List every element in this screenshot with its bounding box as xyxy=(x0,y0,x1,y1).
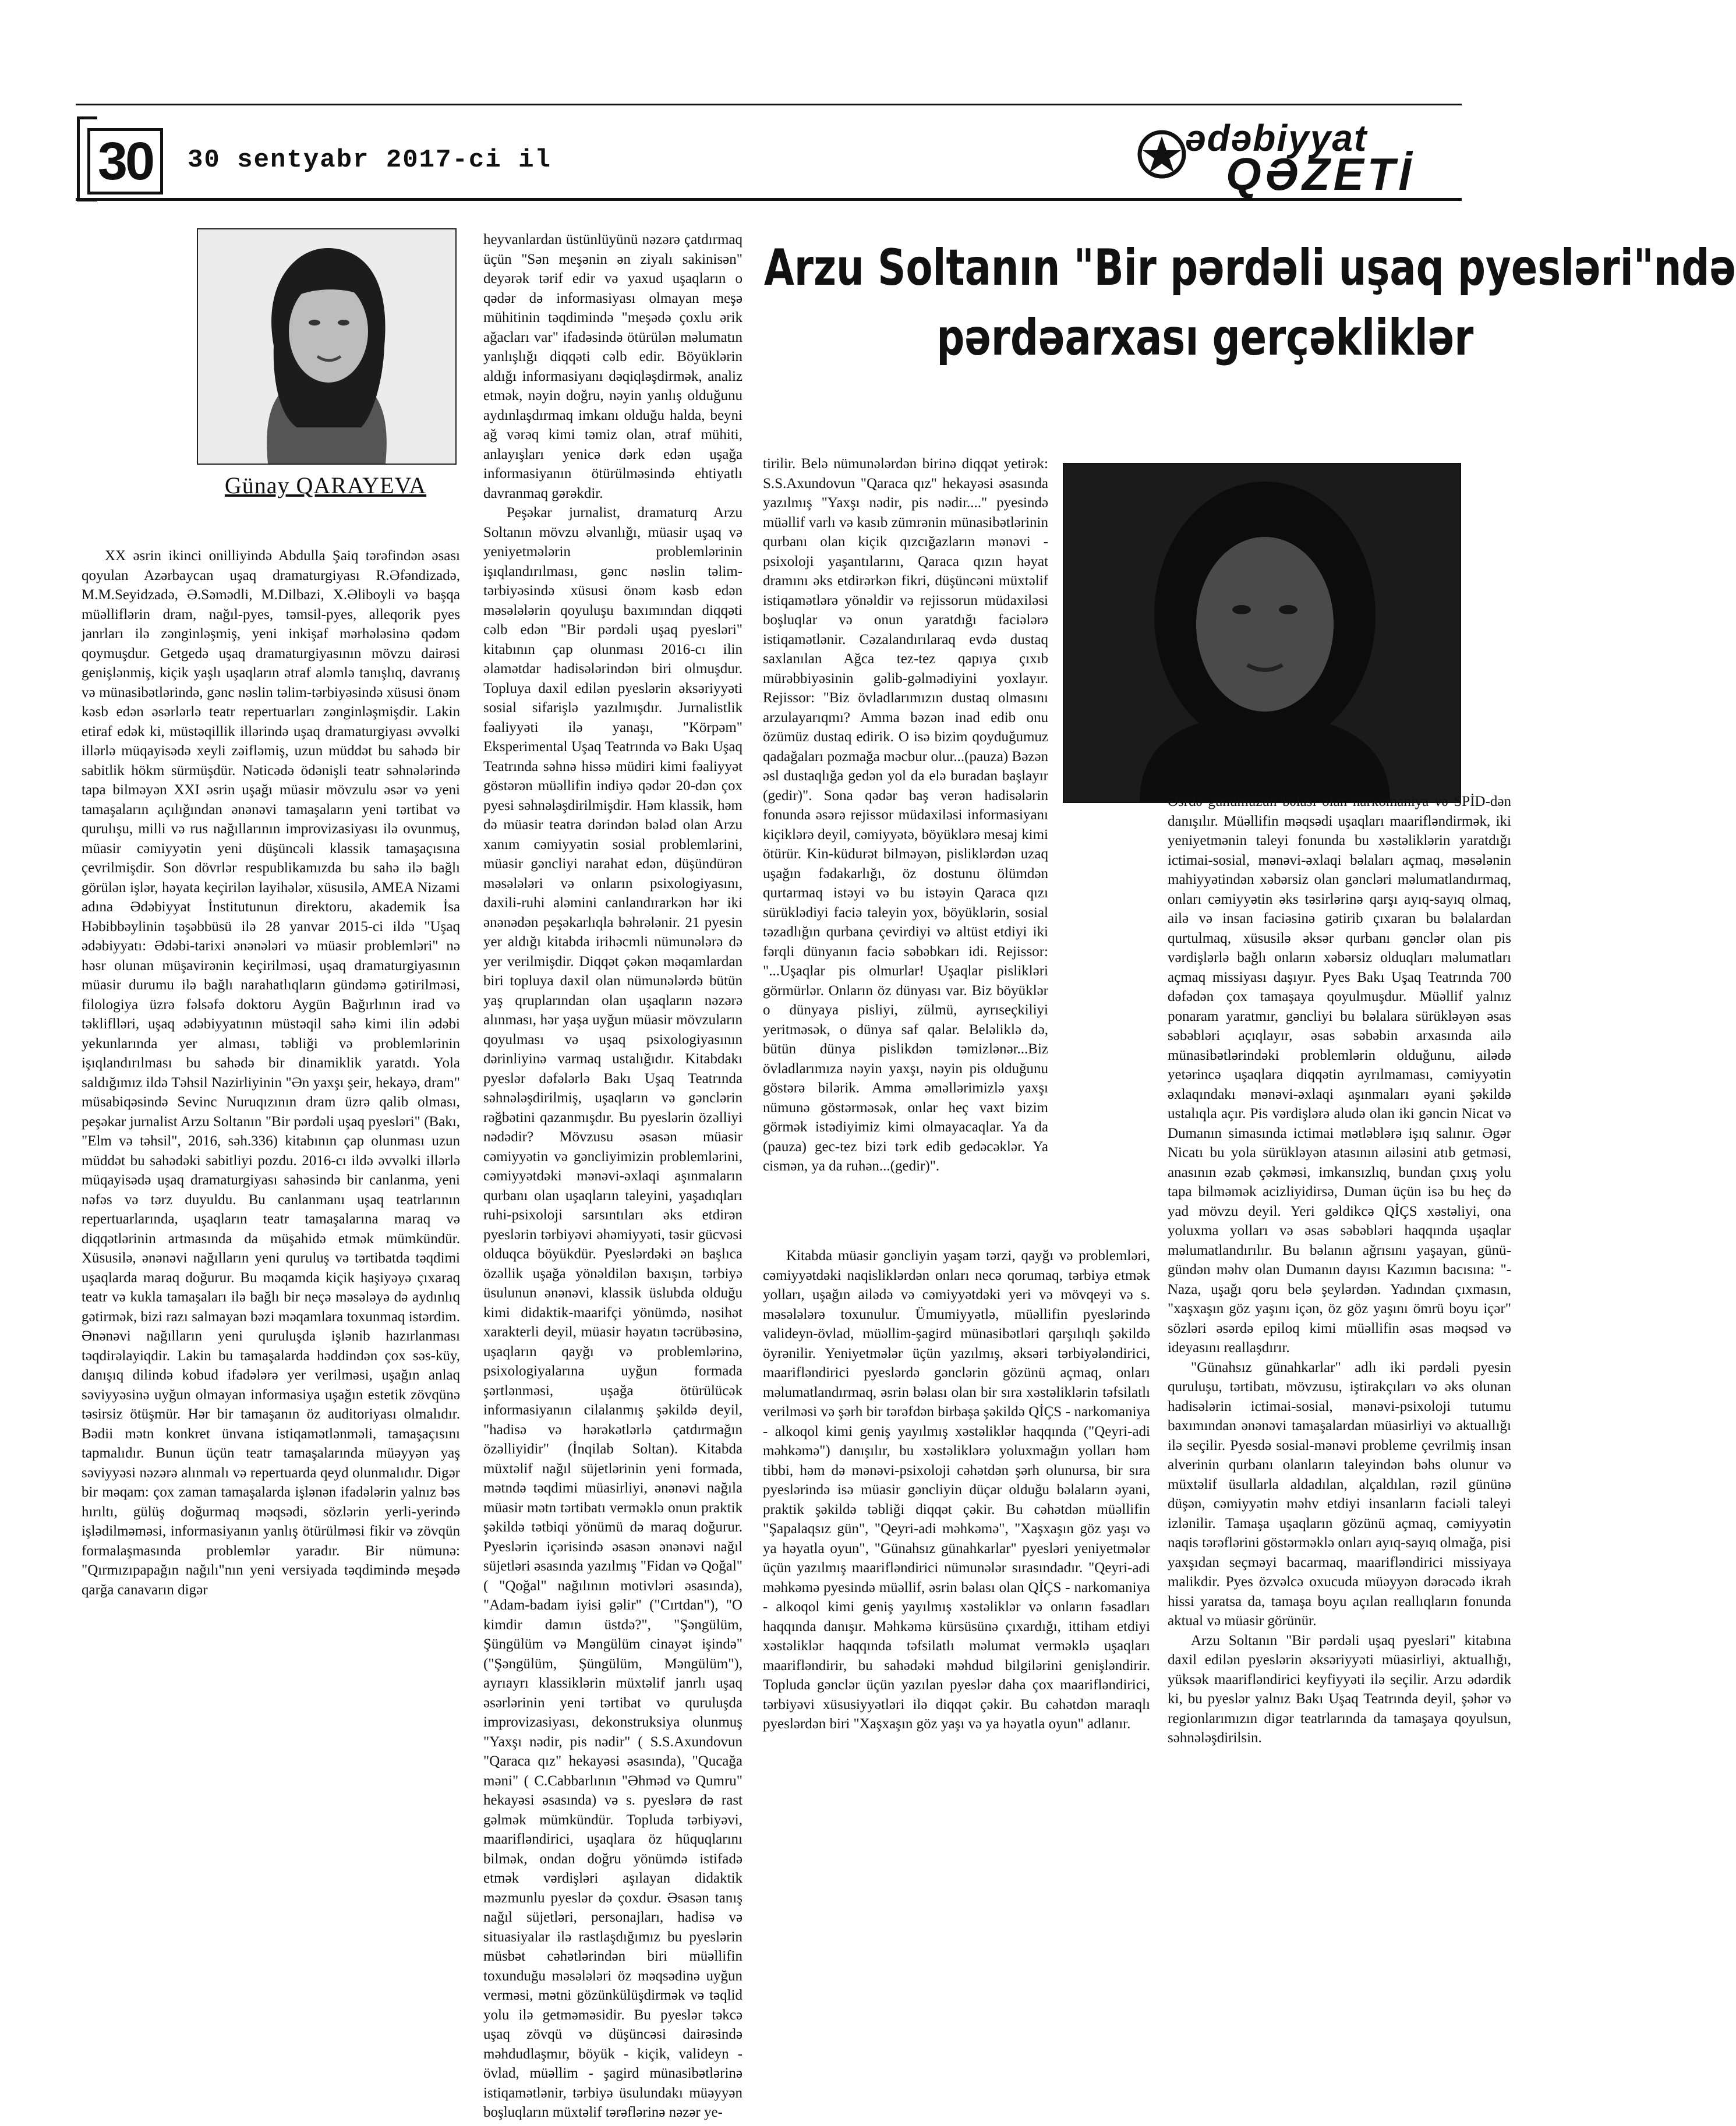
logo-emblem-icon xyxy=(1136,128,1188,181)
newspaper-logo xyxy=(1136,116,1415,204)
paragraph: heyvanlardan üstünlüyünü nəzərə çatdırmaq üçün "Sən meşənin ən ziyalı sakinisən" deyərək tərif edir və yaxud uşaqların o qədər də informasiyası olmayan meşə mühitinin təqdimində "meşədə çoxlu ərik ağacları var" ifadəsində ötürülən məlumatın yanlışlığı diqqəti cəlb edir. Böyüklərin aldığı informasiyanı dəqiqləşdirmək, analiz etmək, nəyin doğru, nəyin yanlış olduğunu aydınlaşdırmaq imkanı olduğu halda, beyni ağ vərəq kimi təmiz olan, ətraf mühiti, anlayışları yenicə dərk edən uşağa informasiyanın ötürülməsində ehtiyatlı davranmaq gərəkdir. xyxy=(483,232,743,501)
article-column-2 xyxy=(483,230,743,2123)
article-column-4 xyxy=(1168,792,1511,1748)
logo-line-1: ədəbiyyat xyxy=(1185,117,1368,159)
article-title-line-2: pərdəarxası gerçəkliklər xyxy=(936,309,1474,367)
article-title xyxy=(764,233,1736,373)
author-photo xyxy=(197,228,457,465)
paragraph: Arzu Soltanın "Bir pərdəli uşaq pyesləri" kitabına daxil edilən pyeslərin əksəriyyəti müasirliyi, aktuallığı, yüksək maarifləndirici keyfiyyəti ilə seçilir. Arzu ədərdik ki, bu pyeslər yalnız Bakı Uşaq Teatrında deyil, şəhər və regionlarımızın digər teatrlarında da tamaşaya qoyulsun, səhnələşdirilsin. xyxy=(1168,1632,1511,1746)
paragraph: Peşəkar jurnalist, dramaturq Arzu Soltanın mövzu əlvanlığı, müasir uşaq və yeniyetmələrin problemlərinin işıqlandırılması, gənc nəslin təlim-tərbiyəsində xüsusi önəm kəsb edən məsələlərin qoyuluşu baxımından diqqəti cəlb edən "Bir pərdəli uşaq pyesləri" kitabının çap olunması 2016-cı ilin əlamətdar hadisələrindən biri olmuşdur. Topluya daxil edilən pyeslərin əksəriyyəti sosial sifarişlə yazılmışdır. Jurnalistlik fəaliyyəti ilə yanaşı, "Körpəm" Eksperimental Uşaq Teatrında və Bakı Uşaq Teatrında səhnə hissə müdiri kimi fəaliyyət göstərən müəllifin indiyə qədər 20-dən çox pyesi səhnələşdirilmişdir. Həm klassik, həm də müasir teatra dərindən bələd olan Arzu xanım cəmiyyətin sosial problemlərini, müasir gəncliyi narahat edən, düşündürən məsələləri və onların psixologiyasını, daxili-ruhi aləmini canlandırarkən hər iki ənənədən peşəkarlıqla bəhrələnir. 21 pyesin yer aldığı kitabda irihəcmli nümunələrə də yer verilmişdir. Diqqət çəkən məqamlardan biri topluya daxil olan nümunələrdə bütün yaş qruplarından olan uşaqların nəzərə alınması, hər yaşa uyğun müasir mövzuların qoyulması və uşaq psixologiyasının dərinliyinə varmaq ustalığıdır. Kitabdakı pyeslər dəfələrlə Bakı Uşaq Teatrında səhnələşdirilmiş, uşaqların və gənclərin rəğbətini qazanmışdır. Bu pyeslərin özəlliyi nədədir? Mövzusu əsasən müasir cəmiyyətin və gəncliyimizin problemlərini, cəmiyyətdəki mənəvi-əxlaqi aşınmaların qurbanı olan uşaqların taleyini, yaşadıqları ruhi-psixoloji sarsıntıları əks etdirən pyeslərin tərbiyəvi əhəmiyyəti, təsir gücvəsi olduqca böyükdür. Pyeslərdəki ən başlıca özəllik uşağa yönəldilən baxışın, tərbiyə üsulunun ənənəvi, klassik üslubda olduğu kimi didaktik-maarifçi yönümdə, nəsihət xarakterli deyil, müasir həyatın təcrübəsinə, uşaqların qayğı və problemlərinə, psixologiyalarına uyğun formada şərtlənməsi, uşağa ötürülücək informasiyanın cilalanmış şəkildə deyil, "hadisə və hərəkətlərlə çatdırmağın özəlliyidir" (İnqilab Soltan). Kitabda müxtəlif nağıl süjetlərinin yeni formada, mətndə təqdimi müasirliyi, ənənəvi nağıla müasir mətn tərtibatı verməklə onun praktik şəkildə tətbiqi yönümü də maraq doğurur. Pyeslərin içərisində əsasən ənənəvi nağıl süjetləri əsasında yazılmış "Fidan və Qoğal" ( "Qoğal" nağılının motivləri əsasında), "Adam-badam iyisi gəlir" ("Cırtdan"), "O kimdir damın üstdə?", "Şəngülüm, Şüngülüm və Məngülüm cinayət işində" ("Şəngülüm, Şüngülüm, Məngülüm"), ayrıayrı klassiklərin müxtəlif janrlı uşaq əsərlərinin yeni tərtibat və quruluşda improvizasiyası, dekonstruksiya olunmuş "Yaxşı nədir, pis nədir" ( S.S.Axundovun "Qaraca qız" hekayəsi əsasında), "Qucağa məni" ( C.Cabbarlının "Əhməd və Qumru" hekayəsi əsasında) və s. pyeslərə də rast gəlmək mümkündür. Topluda tərbiyəvi, maarifləndirici, uşaqlara öz hüquqlarını bilmək, ondan doğru yönümdə istifadə etmək vərdişləri aşılayan didaktik məzmunlu pyeslər də çoxdur. Əsasən tanış nağıl süjetləri, personajları, hadisə və situasiyalar ilə rastlaşdığımız bu pyeslərin müsbət cəhətlərindən biri müəllifin toxunduğu məsələləri öz məqsədinə uyğun verməsi, mətni gözünkülüşdirmək və təqlid yolu ilə getməməsidir. Bu pyeslər təkcə uşaq zövqü və düşüncəsi dairəsində məhdudlaşmır, böyük - kiçik, valideyn - övlad, müəllim - şagird münasibətlərinə istiqamətlənir, tərbiyə üsulundakı müəyyən boşluqların müxtəlif tərəflərinə nəzər ye- xyxy=(483,505,743,2120)
article-column-3-lower xyxy=(763,1246,1150,1734)
subject-photo xyxy=(1063,463,1461,803)
page-number: 30 xyxy=(87,128,163,194)
article-column-1 xyxy=(82,546,460,1600)
header-top-rule xyxy=(76,104,1462,105)
article-title-line-1: Arzu Soltanın "Bir pərdəli uşaq pyesləri"ndə xyxy=(764,239,1736,297)
article-column-3-upper xyxy=(763,454,1048,1176)
paragraph: tirilir. Belə nümunələrdən birinə diqqət yetirək: S.S.Axundovun "Qaraca qız" hekayəsi əsasında yazılmış "Yaxşı nədir, pis nədir...." pyesində müəllif varlı və kasıb zümrənin münasibətlərinin qurbanı olan kiçik qızcığazların mənəvi -psixoloji yaşantılarını, Qaraca qızın həyat dramını əks etdirərkən fikri, düşüncəni müxtəlif istiqamətlərə yönəldir və rejissorun müdaxiləsi boşluqlar və onun yaratdığı faciələrə istiqamətlənir. Cəzalandırılaraq evdə dustaq saxlanılan Ağca tez-tez qapıya çıxıb mürəbbiyəsinin gəlib-gəlmədiyini yoxlayır. Rejissor: "Biz övladlarımızın dustaq olmasını arzulayarıqmı? Amma bəzən inad edib onu özümüz dustaq edirik. O isə bizim qoyduğumuz qadağaları pozmağa məcbur olur...(pauza) Bəzən əsl dustaqlığa gedən yol da elə buradan başlayır (gedir)". Sona qədər baş verən hadisələrin fonunda əsərə rejissor müdaxiləsi informasiyanı kiçiklərə deyil, cəmiyyətə, böyüklərə mesaj kimi ötürür. Kin-küdurət bilməyən, pisliklərdən uzaq uşağın fədakarlığı, öz dostunu ölümdən qurtarmaq istəyi və bu istəyin Qaraca qızı sürüklədiyi faciə taleyin yox, böyüklərin, sosial təzadlığın qurbana çevirdiyi və altüst etdiyi iki fərqli dünyanın faciə səbəbkarı idi. Rejissor: "...Uşaqlar pis olmurlar! Uşaqlar pislikləri görmürlər. Onların öz dünyası var. Biz böyüklər o dünyaya pisliyi, zülmü, ayrıseçkiliyi yeritməsək, o dünya saf qalar. Beləliklə də, bütün dünya pislikdən təmizlənər...Biz övladlarımıza nəyin yaxşı, nəyin pis olduğunu göstərə bilərik. Amma əməllərimizlə yaxşı nümunə göstərməsək, onlar heç vaxt bizim görmək istədiyimiz kimi olmayacaqlar. Ya da (pauza) gec-tez bizi tərk edib gedəcəklər. Ya cismən, ya da ruhən...(gedir)". xyxy=(763,456,1048,1174)
paragraph: Əsrdə günümüzün bəlası olan narkomaniya və SPİD-dən danışılır. Müəllifin məqsədi uşaqları maarifləndirmək, iki yeniyetmənin taleyi fonunda bu xəstəliklərin yaratdığı ictimai-sosial, mənəvi-əxlaqi bəlaları açmaq, məsələnin mahiyyətindən xəbərsiz olan gəncləri məlumatlandırmaq, onları cəmiyyətin əks təsirlərinə qarşı ayıq-sayıq olmaq, ailə və insan faciəsinə gətirib çıxaran bu bəlalardan qurtulmaq, xüsusilə əksər qurbanı gənclər olan pis vərdişlərlə bağlı onların xəbərsiz olduqları məlumatları açmaq missiyası daşıyır. Pyes Bakı Uşaq Teatrında 700 dəfədən çox tamaşaya qoyulmuşdur. Müəllif yalnız ponaram yaratmır, gəncliyi bu bəlalara sürükləyən əsas səbəbləri açıqlayır, əsas səbəbin arxasında ailə münasibətlərindəki problemlərin olduğunu, ailədə yetərincə uşaqlara diqqətin ayrılmaması, cəmiyyətin əxlaqındakı mənəvi-əxlaqi aşınmaları əyani şəkildə ustalıqla açır. Pis vərdişlərə aludə olan iki gəncin Nicat və Dumanın simasında ictimai mətləblərə işıq salınır. Əgər Nicatı bu yola sürükləyən atasının ailəsini atıb getməsi, anasının əzab çəkməsi, imkansızlıq, bundan çıxış yolu tapa bilməmək acizliyidirsə, Duman üçün isə bu heç də yad mövzu deyil. Yeri gəldikcə QİÇS xəstəliyi, ona yoluxma yolları və əsas səbəbləri haqqında uşaqlar məlumatlandırılır. Bu bəlanın ağrısını yaşayan, günü-gündən məhv olan Dumanın dayısı Kazımın bacısına: "- Naza, uşağı qoru belə şeylərdən. Yadından çıxmasın, "xaşxaşın göz yaşını içən, öz göz yaşını ömrü boyu içər" sözləri əsərdə epiloq kimi müəllifin əsas məqsəd və ideyasını reallaşdırır. xyxy=(1168,794,1511,1356)
logo-line-2: QƏZETİ xyxy=(1226,148,1415,200)
paragraph: "Günahsız günahkarlar" adlı iki pərdəli pyesin quruluşu, tərtibatı, mövzusu, iştirakçıları və əks olunan hadisələrin ictimai-sosial, mənəvi-psixoloji tutumu baxımından ənənəvi tamaşalardan müasirliyi və aktuallığı ilə seçilir. Pyesdə sosial-mənəvi probleme çevrilmiş insan alverinin qurbanı olanların taleyindən bəhs olunur və müxtəlif üsullarla aldadılan, alçaldılan, rəzil gününə düşən, cəmiyyətin məhv etdiyi insanların faciəli taleyi izlənilir. Tamaşa uşaqların gözünü açmaq, cəmiyyətin naqis tərəflərini göstərməklə onları ayıq-sayıq olmağa, pisi yaxşıdan seçməyi bacarmaq, maarifləndirici missiyaya malikdir. Pyes özvəlcə oxucuda müəyyən dərəcədə ikrah hissi yaratsa da, tamaşa boyu açılan reallıqların fonunda aktual və müasir görünür. xyxy=(1168,1359,1511,1629)
author-name: Günay QARAYEVA xyxy=(224,472,427,498)
issue-date: 30 sentyabr 2017-ci il xyxy=(188,146,551,175)
paragraph: Kitabda müasir gəncliyin yaşam tərzi, qayğı və problemləri, cəmiyyətdəki naqisliklərdən onları necə qorumaq, tərbiyə etmək yolları, uşağın ailədə və cəmiyyətdəki yeri və mövqeyi və s. məsələlərə toxunulur. Ümumiyyətlə, müəllifin pyeslərində valideyn-övlad, müəllim-şagird münasibətləri qarşılıqlı şəkildə öyrənilir. Yeniyetmələr üçün yazılmış, əksəri tərbiyələndirici, maarifləndirici pyeslərdə gənclərin gözünü açmaq, onları məlumatlandırmaq, əsrin bəlası olan bir sıra xəstəliklərin təfsilatlı verilməsi və şərh bir tərəfdən birbaşa şəkildə QİÇS - narkomaniya - alkoqol kimi geniş yayılmış xəstəliklər haqqında ("Qeyri-adi məhkəmə") danışılır, bu xəstəliklərə yoluxmağın yolları həm tibbi, həm də mənəvi-psixoloji cəhətdən şərh olunursa, bir sıra pyeslərində isə müasir gəncliyin düçar olduğu bəlaların əyani, praktik şəkildə təbliği diqqət çəkir. Bu cəhətdən müəllifin "Şapalaqsız gün", "Qeyri-adi məhkəmə", "Xaşxaşın göz yaşı və ya həyatla oyun", "Günahsız günahkarlar" pyesləri yeniyetmələr üçün yazılmış maarifləndirici nümunələr sırasındadır. "Qeyri-adi məhkəmə pyesində müəllif, əsrin bəlası olan QİÇS - narkomaniya - alkoqol kimi geniş yayılmış xəstəliklər və onların fəsadları haqqında danışır. Məhkəmə kürsüsünə çıxardığı, ittiham etdiyi xəstəliklər haqqında təfsilatlı məlumat verməklə uşaqları maarifləndirir, bu sahədəki məhdud bilgilərini genişləndirir. Topluda gənclər üçün yazılan pyeslər daha çox maarifləndirici, tərbiyəvi xüsusiyyətləri ilə diqqət çəkir. Bu cəhətdən maraqlı pyeslərdən biri "Xaşxaşın göz yaşı və ya həyatla oyun" adlanır. xyxy=(763,1248,1150,1732)
paragraph: XX əsrin ikinci onilliyində Abdulla Şaiq tərəfindən əsası qoyulan Azərbaycan uşaq dramaturgiyası R.Əfəndizadə, M.M.Seyidzadə, Ə.Səmədli, M.Dilbazi, X.Əliboyli və başqa müəlliflərin dram, nağıl-pyes, təmsil-pyes, alleqorik pyes janrları ilə zənginləşmiş, yeni inkişaf mərhələsinə qədəm qoymuşdur. Getgedə uşaq dramaturgiyasının mövzu dairəsi genişlənmiş, kiçik yaşlı uşaqların ətraf aləmlə tanışlıq, davranış və münasibətlərində, gənc nəslin təlim-tərbiyəsində xüsusi önəm kəsb edən əsərlərlə teatr repertuarları zənginləşmişdir. Lakin etiraf edək ki, müstəqillik illərində uşaq dramaturgiyası əvvəlki illərlə müqayisədə xeyli zəifləmiş, uzun müddət bu sahədə bir sabitlik hökm sürmüşdür. Nəticədə ödənişli teatr səhnələrində tapa bilməyən XXI əsrin uşağı müasir mövzulu əsər və yeni tamaşaların açılığından ənənəvi tamaşaların yeni tərtibat və qurulışu, milli və rus nağıllarının improvizasiyası ilə ovunmuş, müasir cəmiyyətin yeni düşüncəli klassik tamaşaçısına çevrilmişdir. Son dövrlər respublikamızda bu sahə ilə bağlı görülən işlər, həyata keçirilən layihələr, xüsusilə, AMEA Nizami adına Ədəbiyyat İnstitutunun direktoru, akademik İsa Həbibbəylinin təşəbbüsü ilə 28 yanvar 2015-ci ildə "Uşaq ədəbiyyatı: Ədəbi-tarixi ənənələri və müasir problemləri" nə həsr olunan müşavirənin keçirilməsi, uşaq dramaturgiyasının müasir durumu ilə bağlı narahatlıqların gündəmə gətirilməsi, filologiya üzrə fəlsəfə doktoru Aygün Bağırlının irad və təkliflləri, uşaq ədəbiyyatının müstəqil sahə kimi ilin ədəbi yekunlarında yer alması, təbliği və problemlərinin işıqlandırılması bu sahədə bir dinamiklik yaratdı. Yola saldığımız ildə Təhsil Nazirliyinin "Ən yaxşı şeir, hekayə, dram" müsabiqəsində Sevinc Nuruqızının dram üzrə qalib olması, peşəkar jurnalist Arzu Soltanın "Bir pərdəli uşaq pyesləri" (Bakı, "Elm və təhsil", 2016, səh.336) kitabının çap olunması uzun müddət bu sahədəki sabitliyi pozdu. 2016-cı ildə əvvəlki illərlə müqayisədə uşaq dramaturgiyası sahəsində bir canlanma, yeni nəfəs və tərz duyuldu. Bu canlanmanı uşaq teatrlarının repertuarlarında, uşaqların teatr tamaşalarına maraq və diqqətlərinin artmasında da müşahidə etmək mümkündür. Xüsusilə, ənənəvi nağılların yeni quruluş və tərtibatda təqdimi uşaqlarda maraq doğurur. Bu məqamda kiçik haşiyəyə çıxaraq teatr və kukla tamaşaları ilə bağlı bir neçə məsələyə də aydınlıq gətirmək, bizi razı salmayan bəzi məqamlara toxunmaq istərdim. Ənənəvi nağılların yeni quruluşda işlənib hazırlanması təqdirəlayiqdir. Lakin bu tamaşalarda həddindən çox səs-küy, danışıq dilində kobud ifadələrə yer verilməsi, uşağın anlaq səviyyəsinə uyğun olmayan informasiya uşağın estetik zövqünə təsirsiz ötüşmür. Hər bir tamaşanın öz auditoriyası olmalıdır. Bədii mətn konkret ünvana istiqamətlənməli, tamaşaçısını tapmalıdır. Bunun üçün teatr tamaşalarında müəyyən yaş səviyyəsi nəzərə alınmalı və repertuarda qeyd olunmalıdır. Digər bir məqam: çox zaman tamaşalarda işlənən ifadələrin yalnız bəs hırıltı, gülüş doğurmaq məqsədi, sözlərin yerli-yerində işlədilməməsi, informasiyanın yanlış ötürülməsi fikir və zövqün formalaşmasında problemlər yaradır. Bir nümunə: "Qırmızıpapağın nağılı"nın yeni versiyada təqdimində meşədə qarğa canavarın digər xyxy=(82,548,460,1598)
subject-portrait-image xyxy=(1064,464,1460,802)
author-portrait-image xyxy=(198,229,455,464)
